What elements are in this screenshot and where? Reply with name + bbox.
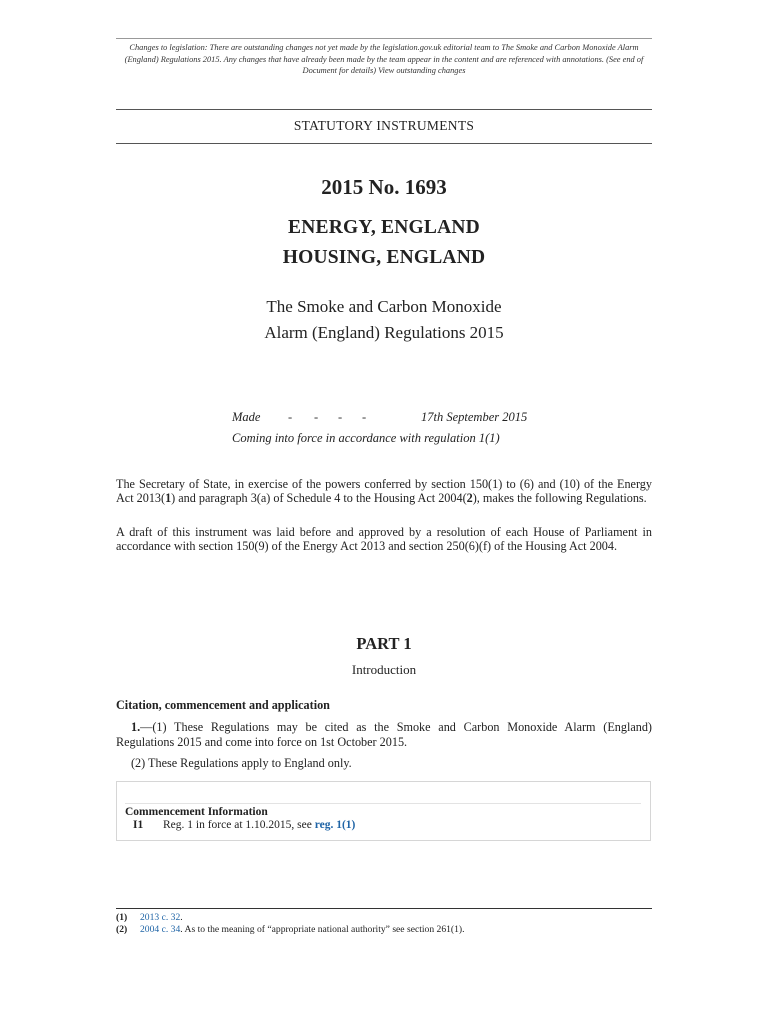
preamble-text: The Secretary of State, in exercise of the powers conferred by section 150(1) to (6) and (10) of the Energy Act 2013( xyxy=(116,477,652,506)
footnote-2 xyxy=(116,924,465,935)
commencement-information-title: Commencement Information xyxy=(125,803,641,818)
leader-dash: - xyxy=(338,410,343,424)
footnote-rule xyxy=(116,908,652,909)
commencement-information-box xyxy=(116,781,651,841)
footnote-ref-2[interactable]: 2 xyxy=(466,491,473,506)
made-date: 17th September 2015 xyxy=(421,410,528,424)
si-number: 2015 No. 1693 xyxy=(321,175,447,199)
preamble-paragraph-powers xyxy=(116,477,652,506)
header-rule-top xyxy=(116,109,652,110)
instrument-title-line-2: Alarm (England) Regulations 2015 xyxy=(264,323,504,342)
part-heading: PART 1 xyxy=(356,634,412,653)
annotation-key: I1 xyxy=(133,819,144,831)
regulation-1-paragraph-1 xyxy=(116,720,652,749)
footnote-ref-1[interactable]: 1 xyxy=(165,491,172,506)
regulation-1-paragraph-2: (2) These Regulations apply to England only. xyxy=(131,756,352,770)
footnote-key: (1) xyxy=(116,912,128,923)
preamble-text: ) and paragraph 3(a) of Schedule 4 to the Housing Act 2004( xyxy=(171,491,467,506)
preamble-paragraph-draft: A draft of this instrument was laid before and approved by a resolution of each House of Parliament in accordance with section 150(9) of the Energy Act 2013 and section 250(6)(f) of the Housing Act 2004. xyxy=(116,525,652,554)
regulation-text: —(1) These Regulations may be cited as the Smoke and Carbon Monoxide Alarm (England) Regulations 2015 and come into force on 1st October 2015. xyxy=(116,720,652,749)
instrument-title xyxy=(116,294,652,346)
leader-dash: - xyxy=(314,410,319,424)
footnote-text: . As to the meaning of “appropriate national authority” see section 261(1). xyxy=(180,924,465,935)
regulation-crossheading: Citation, commencement and application xyxy=(116,698,330,712)
subject-heading-housing: HOUSING, ENGLAND xyxy=(282,247,486,268)
leader-dash: - xyxy=(288,410,293,424)
preamble-text: ), makes the following Regulations. xyxy=(472,491,647,506)
instrument-title-line-1: The Smoke and Carbon Monoxide xyxy=(266,297,502,316)
footnote-act-link[interactable]: 2013 c. 32 xyxy=(140,912,181,923)
footnote-act-link[interactable]: 2004 c. 34 xyxy=(140,924,181,935)
footnote-1 xyxy=(116,912,183,923)
regulation-link[interactable]: reg. 1(1) xyxy=(314,819,356,831)
regulation-number: 1. xyxy=(131,720,141,734)
made-label: Made xyxy=(232,410,261,424)
leader-dash: - xyxy=(362,410,367,424)
coming-into-force: Coming into force in accordance with regulation 1(1) xyxy=(232,431,500,445)
outstanding-changes-notice[interactable]: Changes to legislation: There are outstanding changes not yet made by the legislation.gov.uk editorial team to The Smoke and Carbon Monoxide Alarm (England) Regulations 2015. Any changes that have already been made by the team appear in the content and are referenced with annotations. (See end of Document for details) View outstanding changes xyxy=(116,38,652,77)
part-subheading: Introduction xyxy=(351,662,417,677)
annotation-text: Reg. 1 in force at 1.10.2015, see xyxy=(163,819,315,831)
commencement-annotation-row xyxy=(133,819,355,831)
header-rule-bottom xyxy=(116,143,652,144)
footnote-text: . xyxy=(180,912,183,923)
footnote-key: (2) xyxy=(116,924,128,935)
statutory-instruments-heading: STATUTORY INSTRUMENTS xyxy=(293,118,475,133)
subject-heading-energy: ENERGY, ENGLAND xyxy=(288,217,480,238)
